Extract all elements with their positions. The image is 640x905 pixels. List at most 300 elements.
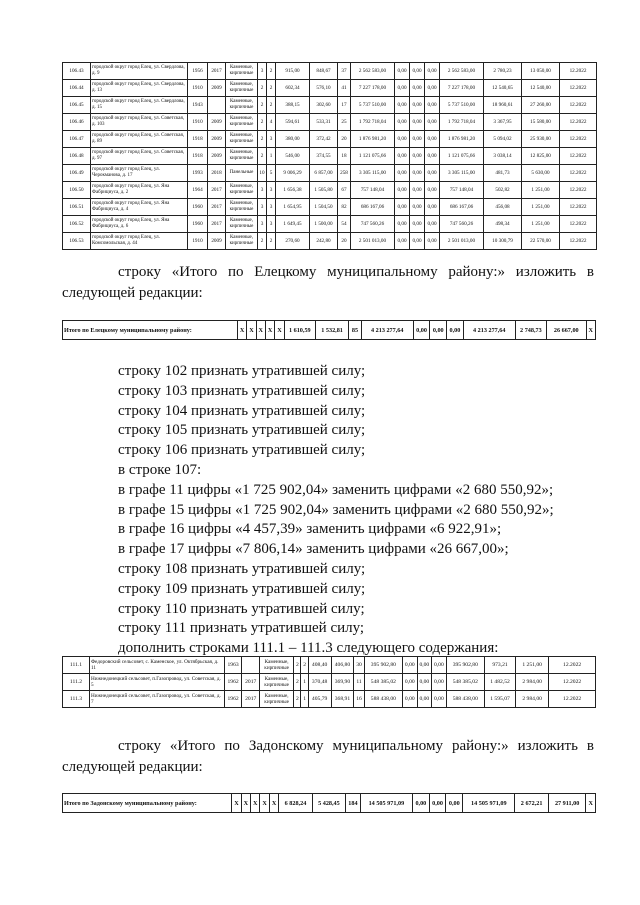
table-cell: 0,00 (395, 182, 410, 199)
amendment-item: в графе 16 цифры «4 457,39» заменить цифрами «6 922,91»; (118, 521, 502, 538)
table-cell: 25 930,00 (522, 131, 560, 148)
total-row-elets (63, 321, 596, 340)
row-number-cell: 106.50 (63, 182, 91, 199)
table-cell: 12.2022 (560, 148, 597, 165)
table-cell: 757 148,04 (440, 182, 484, 199)
table-cell: 2 (258, 114, 267, 131)
table-cell: 4 (267, 114, 276, 131)
table-cell: 18 960,61 (484, 97, 522, 114)
total-cell: 0,00 (413, 794, 430, 813)
table-cell: 0,00 (410, 182, 425, 199)
table-cell: 1 (267, 148, 276, 165)
table-cell: 5 630,00 (522, 165, 560, 182)
table-cell: 0,00 (395, 97, 410, 114)
table-cell: 1993 (188, 165, 208, 182)
row-number-cell: 106.45 (63, 97, 91, 114)
table-row (63, 691, 596, 708)
address-cell: Нижнедонецкий сельсовет, п.Газопровод, ул. Советская, д. 5 (89, 674, 224, 691)
table-cell: 2 (258, 131, 267, 148)
table-cell: 1960 (188, 199, 208, 216)
table-cell: 1 251,00 (516, 657, 549, 674)
table-cell: 588 438,00 (446, 691, 484, 708)
instruction-zadonsk-total (62, 736, 594, 778)
table-cell: Каменные, кирпичные (226, 131, 258, 148)
table-cell: 1910 (188, 80, 208, 97)
table-cell: 1 (301, 674, 308, 691)
table-cell: Каменные, кирпичные (226, 216, 258, 233)
table-cell: 12.2022 (560, 233, 597, 250)
address-cell: городской округ город Елец, ул. Яна Фабрициуса, д. 2 (91, 182, 188, 199)
table-cell: 3 367,95 (484, 114, 522, 131)
table-cell: 2009 (208, 131, 226, 148)
table-row (63, 131, 597, 148)
table-cell: 1 654,95 (276, 199, 310, 216)
instruction-line: строку «Итого по Елецкому муниципальному району:» изложить в (118, 264, 594, 280)
table-cell: 12.2022 (560, 199, 597, 216)
table-cell: 2 (267, 233, 276, 250)
table-cell: 12.2022 (560, 97, 597, 114)
table-cell: 747 560,26 (440, 216, 484, 233)
table-row (63, 216, 597, 233)
table-cell: 0,00 (425, 165, 440, 182)
table-cell: 848,67 (310, 63, 338, 80)
table-cell: 2 (294, 691, 301, 708)
table-cell: 2 (267, 63, 276, 80)
table-cell: 27 260,00 (522, 97, 560, 114)
address-cell: городской округ город Елец, ул. Свердлова, д. 9 (91, 63, 188, 80)
housing-table-new-rows (62, 656, 596, 708)
table-cell: 54 (338, 216, 351, 233)
table-cell: 594,61 (276, 114, 310, 131)
table-cell: 2 562 583,00 (351, 63, 395, 80)
table-cell: 12.2022 (560, 182, 597, 199)
table-cell: 1 876 981,20 (440, 131, 484, 148)
table-cell: 1964 (188, 182, 208, 199)
amendment-item: дополнить строками 111.1 – 111.3 следующего содержания: (118, 640, 499, 657)
table-cell: 1963 (224, 657, 242, 674)
table-cell: 37 (338, 63, 351, 80)
table-cell: 973,21 (484, 657, 515, 674)
table-cell: Каменные, кирпичные (260, 691, 294, 708)
table-cell: 3 305 115,00 (351, 165, 395, 182)
table-cell: 0,00 (425, 97, 440, 114)
housing-table-top (62, 62, 597, 250)
table-cell: 242,80 (310, 233, 338, 250)
table-cell: 9 006,29 (276, 165, 310, 182)
table-cell: 2 (267, 80, 276, 97)
table-cell: 2018 (208, 165, 226, 182)
table-cell: 11 (354, 674, 364, 691)
table-cell: Каменные, кирпичные (226, 182, 258, 199)
total-label-cell: Итого по Задонскому муниципальному району: (63, 794, 232, 813)
table-cell: 388,15 (276, 97, 310, 114)
table-cell: 1 505,80 (310, 182, 338, 199)
table-cell: 0,00 (425, 131, 440, 148)
amendment-item: строку 106 признать утратившей силу; (118, 442, 366, 459)
table-cell: 2 (267, 97, 276, 114)
address-cell: городской округ город Елец, ул. Яна Фабрициуса, д. 6 (91, 216, 188, 233)
table-cell: 12.2022 (560, 80, 597, 97)
table-cell: 12.2022 (560, 165, 597, 182)
table-cell: 1910 (188, 114, 208, 131)
table-row (63, 165, 597, 182)
amendment-item: строку 104 признать утратившей силу; (118, 402, 366, 419)
table-cell: 1962 (224, 674, 242, 691)
table-cell: 22 570,00 (522, 233, 560, 250)
table-cell: 0,00 (410, 233, 425, 250)
row-number-cell: 106.43 (63, 63, 91, 80)
total-cell: 14 505 971,09 (360, 794, 412, 813)
table-cell: 0,00 (425, 114, 440, 131)
table-cell: 380,00 (276, 131, 310, 148)
table-cell: 0,00 (395, 233, 410, 250)
amendment-item: строку 103 признать утратившей силу; (118, 382, 366, 399)
total-cell: X (232, 794, 241, 813)
row-number-cell: 111.3 (63, 691, 90, 708)
table-cell: Каменные, кирпичные (226, 199, 258, 216)
table-cell: 0,00 (410, 97, 425, 114)
table-cell: 7 227 178,00 (351, 80, 395, 97)
table-cell: 1918 (188, 148, 208, 165)
table-cell: 3 (267, 216, 276, 233)
table-cell: 2 (258, 148, 267, 165)
table-cell: 0,00 (395, 148, 410, 165)
table-cell: 0,00 (403, 674, 418, 691)
table-cell: 0,00 (410, 114, 425, 131)
row-number-cell: 106.52 (63, 216, 91, 233)
total-zadonsk-table (62, 793, 596, 813)
table-row (63, 114, 597, 131)
table-cell: 0,00 (410, 165, 425, 182)
amendment-item: строку 111 признать утратившей силу; (118, 620, 365, 637)
table-cell: 18 (338, 148, 351, 165)
table-cell: 2 (301, 657, 308, 674)
table-cell: Каменные, кирпичные (260, 674, 294, 691)
table-cell: 2 984,00 (516, 691, 549, 708)
table-cell: 2 (258, 80, 267, 97)
table-cell: 12 540,65 (484, 80, 522, 97)
amendment-item: в графе 15 цифры «1 725 902,04» заменить цифрами «2 680 550,92»; (118, 501, 554, 518)
table-cell: 588 438,00 (364, 691, 402, 708)
table-cell: 12 540,00 (522, 80, 560, 97)
table-cell: 1918 (188, 131, 208, 148)
row-number-cell: 106.53 (63, 233, 91, 250)
amendment-list (118, 362, 554, 659)
instruction-line: строку «Итого по Задонскому муниципальному району:» изложить в (118, 738, 594, 754)
table-cell: 533,31 (310, 114, 338, 131)
table-cell: 0,00 (395, 80, 410, 97)
table-cell: 0,00 (417, 691, 432, 708)
table-cell: 548 385,02 (364, 674, 402, 691)
table-cell: Каменные, кирпичные (226, 148, 258, 165)
table-cell: 0,00 (395, 199, 410, 216)
total-cell: 0,00 (413, 321, 430, 340)
row-number-cell: 106.51 (63, 199, 91, 216)
total-cell: 0,00 (429, 794, 446, 813)
table-cell: 5 (267, 165, 276, 182)
total-cell: X (251, 794, 260, 813)
total-cell: 4 213 277,64 (361, 321, 413, 340)
table-cell: 0,00 (410, 199, 425, 216)
table-cell: 686 167,06 (440, 199, 484, 216)
table-cell: 1960 (188, 216, 208, 233)
table-cell: 1 251,00 (522, 199, 560, 216)
total-cell: X (237, 321, 246, 340)
table-cell: 915,00 (276, 63, 310, 80)
table-cell: 2009 (208, 114, 226, 131)
amendment-item: строку 108 признать утратившей силу; (118, 560, 366, 577)
total-cell: 184 (346, 794, 361, 813)
table-cell: Каменные, кирпичные (226, 80, 258, 97)
table-cell: 10 (258, 165, 267, 182)
table-cell: 12.2022 (560, 216, 597, 233)
total-cell: 1 610,59 (284, 321, 315, 340)
table-cell: 2017 (242, 674, 260, 691)
table-cell: 2017 (208, 216, 226, 233)
table-cell: 406,80 (331, 657, 354, 674)
table-row (63, 63, 597, 80)
total-cell: 26 667,00 (546, 321, 586, 340)
total-cell: 1 532,81 (315, 321, 348, 340)
table-row (63, 233, 597, 250)
row-number-cell: 111.2 (63, 674, 90, 691)
row-number-cell: 111.1 (63, 657, 90, 674)
table-cell: 1 595,07 (484, 691, 515, 708)
table-cell: 12 825,00 (522, 148, 560, 165)
table-cell: 3 (267, 182, 276, 199)
table-row (63, 80, 597, 97)
table-cell: 370,48 (308, 674, 331, 691)
table-cell: 372,42 (310, 131, 338, 148)
table-cell: 1 251,00 (522, 182, 560, 199)
table-cell: 12.2022 (549, 674, 596, 691)
table-cell: 0,00 (425, 199, 440, 216)
total-cell: 0,00 (430, 321, 447, 340)
total-cell: X (241, 794, 250, 813)
table-cell: 0,00 (403, 657, 418, 674)
table-cell: 498,34 (484, 216, 522, 233)
table-cell: 0,00 (425, 182, 440, 199)
row-number-cell: 106.48 (63, 148, 91, 165)
table-cell: 1 251,00 (522, 216, 560, 233)
table-cell: 408,40 (308, 657, 331, 674)
table-cell: 0,00 (432, 657, 447, 674)
table-cell: 16 (354, 691, 364, 708)
table-cell: 405,79 (308, 691, 331, 708)
table-cell: 1 792 718,04 (351, 114, 395, 131)
instruction-line: следующей редакции: (62, 285, 203, 301)
table-cell: 15 580,00 (522, 114, 560, 131)
row-number-cell: 106.46 (63, 114, 91, 131)
table-cell: 2009 (208, 233, 226, 250)
address-cell: городской округ город Елец, ул. Советская, д. 89 (91, 131, 188, 148)
table-cell: 548 385,02 (446, 674, 484, 691)
total-cell: 2 748,73 (515, 321, 546, 340)
table-cell: 2 (294, 674, 301, 691)
row-number-cell: 106.44 (63, 80, 91, 97)
total-cell: X (269, 794, 278, 813)
table-cell: 369,90 (331, 674, 354, 691)
table-cell: 395 902,80 (446, 657, 484, 674)
table-cell: 1 656,38 (276, 182, 310, 199)
table-cell: 0,00 (410, 80, 425, 97)
table-cell: 1 876 981,20 (351, 131, 395, 148)
table-cell: 0,00 (395, 165, 410, 182)
table-cell (208, 97, 226, 114)
amendment-item: в строке 107: (118, 461, 202, 478)
table-cell: 1 121 075,66 (351, 148, 395, 165)
table-cell: 576,10 (310, 80, 338, 97)
table-row (63, 199, 597, 216)
table-cell: 1 500,00 (310, 216, 338, 233)
table-cell: 374,55 (310, 148, 338, 165)
table-cell: Каменные, кирпичные (226, 114, 258, 131)
table-cell: 2 (294, 657, 301, 674)
table-cell: 2009 (208, 80, 226, 97)
table-cell: 502,82 (484, 182, 522, 199)
table-cell: 368,91 (331, 691, 354, 708)
table-cell: 12.2022 (560, 63, 597, 80)
table-cell: 12.2022 (560, 131, 597, 148)
table-cell: 0,00 (410, 63, 425, 80)
table-cell: 2 780,23 (484, 63, 522, 80)
table-cell: 1 792 718,04 (440, 114, 484, 131)
total-cell: 85 (349, 321, 361, 340)
table-cell: 0,00 (425, 63, 440, 80)
table-cell: 2 501 013,00 (351, 233, 395, 250)
table-cell: 0,00 (432, 691, 447, 708)
table-cell: 3 (258, 199, 267, 216)
total-cell: 0,00 (446, 794, 463, 813)
table-cell: 0,00 (410, 216, 425, 233)
table-cell: 1910 (188, 233, 208, 250)
table-cell: 258 (338, 165, 351, 182)
table-cell: 270,60 (276, 233, 310, 250)
table-cell: 7 227 178,00 (440, 80, 484, 97)
table-cell: 302,60 (310, 97, 338, 114)
total-cell: X (275, 321, 284, 340)
total-cell: X (586, 321, 595, 340)
table-row (63, 182, 597, 199)
table-cell: 1 (301, 691, 308, 708)
amendment-item: строку 102 признать утратившей силу; (118, 363, 366, 379)
total-cell: 0,00 (447, 321, 464, 340)
table-cell: Панельные (226, 165, 258, 182)
table-cell: 25 (338, 114, 351, 131)
table-cell: 0,00 (395, 114, 410, 131)
table-cell (242, 657, 260, 674)
table-cell: 3 (258, 63, 267, 80)
table-cell: 0,00 (403, 691, 418, 708)
table-cell: 1 482,52 (484, 674, 515, 691)
table-cell: 1 649,45 (276, 216, 310, 233)
table-cell: 0,00 (432, 674, 447, 691)
address-cell: городской округ город Елец, ул. Черокманова, д. 17 (91, 165, 188, 182)
total-cell: 2 672,21 (515, 794, 548, 813)
table-cell: 0,00 (410, 148, 425, 165)
table-cell: Каменные, кирпичные (226, 233, 258, 250)
table-cell: 0,00 (417, 674, 432, 691)
table-cell: 5 737 510,00 (351, 97, 395, 114)
table-cell: 5 094,02 (484, 131, 522, 148)
table-cell: 3 (258, 182, 267, 199)
table-cell: Каменные, кирпичные (226, 63, 258, 80)
total-cell: X (247, 321, 256, 340)
table-cell: 2 984,00 (516, 674, 549, 691)
table-cell: 3 (267, 199, 276, 216)
table-cell: 686 167,06 (351, 199, 395, 216)
table-cell: 30 (354, 657, 364, 674)
table-cell: 1956 (188, 63, 208, 80)
table-cell: 0,00 (395, 63, 410, 80)
table-cell: Каменные, кирпичные (226, 97, 258, 114)
table-cell: 1 504,50 (310, 199, 338, 216)
table-cell: 0,00 (395, 216, 410, 233)
table-cell: 0,00 (395, 131, 410, 148)
address-cell: городской округ город Елец, ул. Советская, д. 97 (91, 148, 188, 165)
table-cell: 67 (338, 182, 351, 199)
amendment-item: строку 110 признать утратившей силу; (118, 600, 365, 617)
address-cell: Нижнедонецкий сельсовет, п.Газопровод, ул. Советская, д. 7 (89, 691, 224, 708)
table-cell: 5 737 510,00 (440, 97, 484, 114)
table-cell: 602,34 (276, 80, 310, 97)
total-cell: X (260, 794, 269, 813)
table-cell: 3 305 115,00 (440, 165, 484, 182)
table-row (63, 97, 597, 114)
total-cell: 6 828,24 (279, 794, 312, 813)
table-cell: 2017 (208, 199, 226, 216)
table-cell: 2009 (208, 148, 226, 165)
instruction-elets-total (62, 262, 594, 304)
total-label-cell: Итого по Елецкому муниципальному району: (63, 321, 238, 340)
total-row-zadonsk (63, 794, 596, 813)
table-cell: 395 902,80 (364, 657, 402, 674)
table-cell: 20 (338, 131, 351, 148)
table-cell: 6 857,00 (310, 165, 338, 182)
amendment-item: строку 109 признать утратившей силу; (118, 580, 366, 597)
table-cell: 757 148,04 (351, 182, 395, 199)
table-cell: 2 (258, 97, 267, 114)
total-cell: 5 428,45 (312, 794, 345, 813)
address-cell: городской округ город Елец, ул. Свердлова, д. 13 (91, 80, 188, 97)
total-cell: X (586, 794, 596, 813)
table-row (63, 674, 596, 691)
address-cell: городской округ город Елец, ул. Свердлова, д. 15 (91, 97, 188, 114)
table-cell: 0,00 (425, 148, 440, 165)
table-cell: 2 562 583,00 (440, 63, 484, 80)
housing-table-top-body (63, 63, 597, 250)
table-cell: 10 300,79 (484, 233, 522, 250)
table-cell: 546,00 (276, 148, 310, 165)
table-cell: 3 (258, 216, 267, 233)
row-number-cell: 106.49 (63, 165, 91, 182)
table-cell: Каменные, кирпичные (260, 657, 294, 674)
total-cell: X (265, 321, 274, 340)
instruction-line: следующей редакции: (62, 759, 203, 775)
table-cell: 0,00 (410, 131, 425, 148)
table-cell: 1962 (224, 691, 242, 708)
address-cell: Федоровский сельсовет, с. Каменское, ул. Октябрьская, д. 11 (89, 657, 224, 674)
table-cell: 2 (258, 233, 267, 250)
table-cell: 12.2022 (549, 691, 596, 708)
table-cell: 20 (338, 233, 351, 250)
table-cell: 2017 (242, 691, 260, 708)
row-number-cell: 106.47 (63, 131, 91, 148)
table-cell: 2017 (208, 182, 226, 199)
table-cell: 17 (338, 97, 351, 114)
amendment-item: в графе 11 цифры «1 725 902,04» заменить цифрами «2 680 550,92»; (118, 481, 554, 498)
total-cell: X (256, 321, 265, 340)
